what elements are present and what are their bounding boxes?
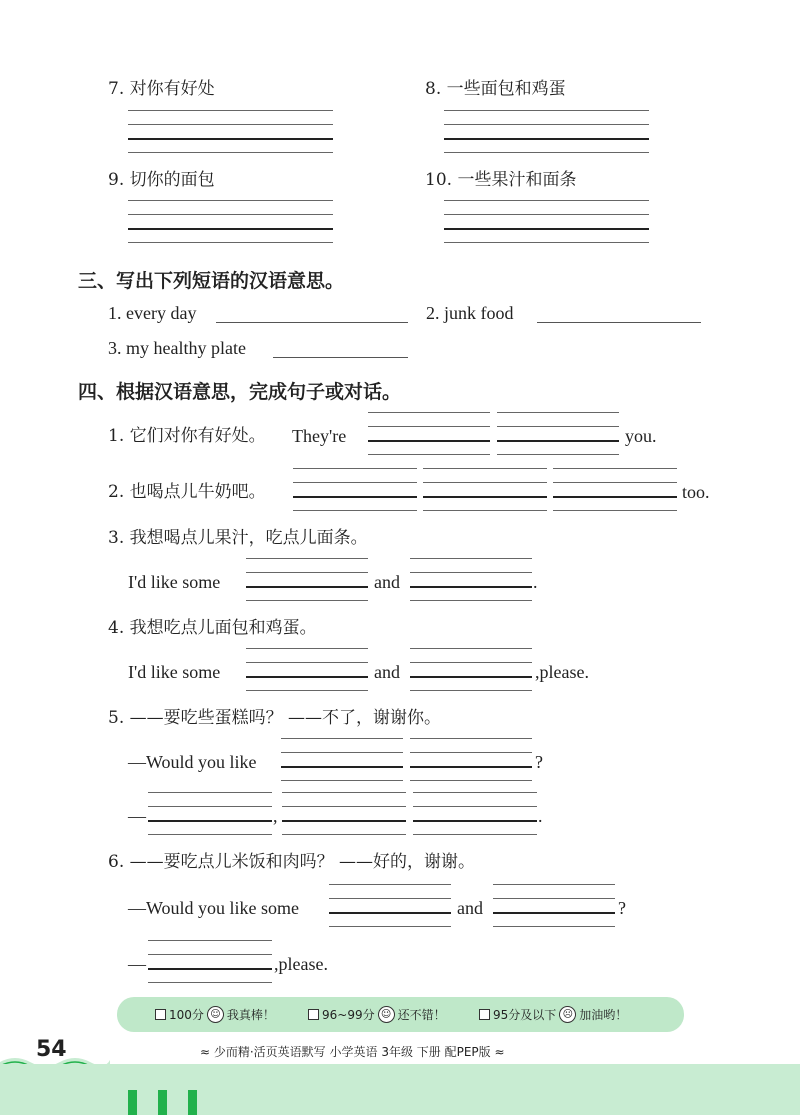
checkbox-95-below[interactable] bbox=[479, 1009, 490, 1020]
q3-english-start: I'd like some bbox=[128, 572, 221, 592]
q5-blank-5[interactable] bbox=[413, 792, 537, 836]
q6-chinese: 6. ——要吃点儿米饭和肉吗？ ——好的，谢谢。 bbox=[108, 852, 476, 872]
item-9-label: 9. 切你的面包 bbox=[108, 170, 215, 190]
q5-line1-start: —Would you like bbox=[128, 752, 257, 772]
q6-line2-end: ,please. bbox=[274, 954, 328, 974]
q6-blank-2[interactable] bbox=[493, 884, 615, 928]
q3-and: and bbox=[374, 572, 400, 592]
q4-blank-2[interactable] bbox=[410, 648, 532, 692]
q5-line2-end: . bbox=[538, 806, 543, 826]
checkbox-100[interactable] bbox=[155, 1009, 166, 1020]
item-7-writing-lines[interactable] bbox=[128, 110, 333, 156]
q5-blank-2[interactable] bbox=[410, 738, 532, 782]
phrase-3-label: 3. my healthy plate bbox=[108, 338, 246, 358]
q4-chinese: 4. 我想吃点儿面包和鸡蛋。 bbox=[108, 618, 317, 638]
phrase-2-label: 2. junk food bbox=[426, 303, 514, 323]
item-9-writing-lines[interactable] bbox=[128, 200, 333, 246]
q4-and: and bbox=[374, 662, 400, 682]
phrase-1-answer-line[interactable] bbox=[216, 322, 408, 323]
part4-heading: 四、根据汉语意思，完成句子或对话。 bbox=[78, 381, 402, 403]
item-10-label: 10. 一些果汁和面条 bbox=[425, 170, 577, 190]
phrase-1-label: 1. every day bbox=[108, 303, 197, 323]
smiley-icon: ☺ bbox=[207, 1006, 224, 1023]
q2-english-end: too. bbox=[682, 482, 710, 502]
q3-blank-1[interactable] bbox=[246, 558, 368, 602]
q2-blank-2[interactable] bbox=[423, 468, 547, 512]
q6-blank-1[interactable] bbox=[329, 884, 451, 928]
footer-stripe bbox=[128, 1090, 137, 1115]
self-rating-banner bbox=[117, 997, 684, 1032]
item-7-label: 7. 对你有好处 bbox=[108, 79, 215, 99]
q5-line2-dash: — bbox=[128, 806, 146, 826]
q6-and: and bbox=[457, 898, 483, 918]
q4-blank-1[interactable] bbox=[246, 648, 368, 692]
item-10-writing-lines[interactable] bbox=[444, 200, 649, 246]
rating-100-score: 100分 bbox=[169, 1008, 204, 1022]
q5-line1-end: ? bbox=[535, 752, 543, 772]
q5-chinese: 5. ——要吃些蛋糕吗？ ——不了，谢谢你。 bbox=[108, 708, 442, 728]
q1-english-start: They're bbox=[292, 426, 347, 446]
rating-95-below-text: 加油哟！ bbox=[579, 1008, 628, 1022]
q5-comma: , bbox=[273, 806, 278, 826]
smiley-icon: ☺ bbox=[378, 1006, 395, 1023]
q6-line1-start: —Would you like some bbox=[128, 898, 300, 918]
rating-96-99 bbox=[308, 1006, 446, 1023]
q2-blank-1[interactable] bbox=[293, 468, 417, 512]
rating-100-text: 我真棒！ bbox=[226, 1008, 275, 1022]
q1-blank-2[interactable] bbox=[497, 412, 619, 456]
rating-95-below bbox=[479, 1006, 627, 1023]
rating-96-99-score: 96~99分 bbox=[322, 1008, 375, 1022]
q3-end-punct: . bbox=[533, 572, 538, 592]
q3-blank-2[interactable] bbox=[410, 558, 532, 602]
page-number: 54 bbox=[36, 1037, 67, 1062]
q1-chinese: 1. 它们对你有好处。 bbox=[108, 426, 266, 446]
q6-line1-end: ? bbox=[618, 898, 626, 918]
part3-heading: 三、写出下列短语的汉语意思。 bbox=[78, 270, 345, 292]
q5-blank-3[interactable] bbox=[148, 792, 272, 836]
q2-blank-3[interactable] bbox=[553, 468, 677, 512]
rating-95-below-score: 95分及以下 bbox=[493, 1008, 557, 1022]
q6-line2-dash: — bbox=[128, 954, 146, 974]
footer-stripe bbox=[158, 1090, 167, 1115]
checkbox-96-99[interactable] bbox=[308, 1009, 319, 1020]
rating-96-99-text: 还不错！ bbox=[397, 1008, 446, 1022]
q3-chinese: 3. 我想喝点儿果汁，吃点儿面条。 bbox=[108, 528, 368, 548]
phrase-3-answer-line[interactable] bbox=[273, 357, 408, 358]
q5-blank-4[interactable] bbox=[282, 792, 406, 836]
footer-stripe bbox=[188, 1090, 197, 1115]
rating-100 bbox=[155, 1006, 275, 1023]
q2-chinese: 2. 也喝点儿牛奶吧。 bbox=[108, 482, 266, 502]
footer-band bbox=[0, 1064, 800, 1115]
q4-english-start: I'd like some bbox=[128, 662, 221, 682]
q1-english-end: you. bbox=[625, 426, 657, 446]
item-8-writing-lines[interactable] bbox=[444, 110, 649, 156]
phrase-2-answer-line[interactable] bbox=[537, 322, 701, 323]
q5-blank-1[interactable] bbox=[281, 738, 403, 782]
book-title: ≈ 少而精·活页英语默写 小学英语 3年级 下册 配PEP版 ≈ bbox=[200, 1045, 505, 1059]
cheer-face-icon: ☹ bbox=[559, 1006, 576, 1023]
item-8-label: 8. 一些面包和鸡蛋 bbox=[425, 79, 566, 99]
q6-blank-3[interactable] bbox=[148, 940, 272, 984]
q4-end-punct: ,please. bbox=[535, 662, 589, 682]
q1-blank-1[interactable] bbox=[368, 412, 490, 456]
